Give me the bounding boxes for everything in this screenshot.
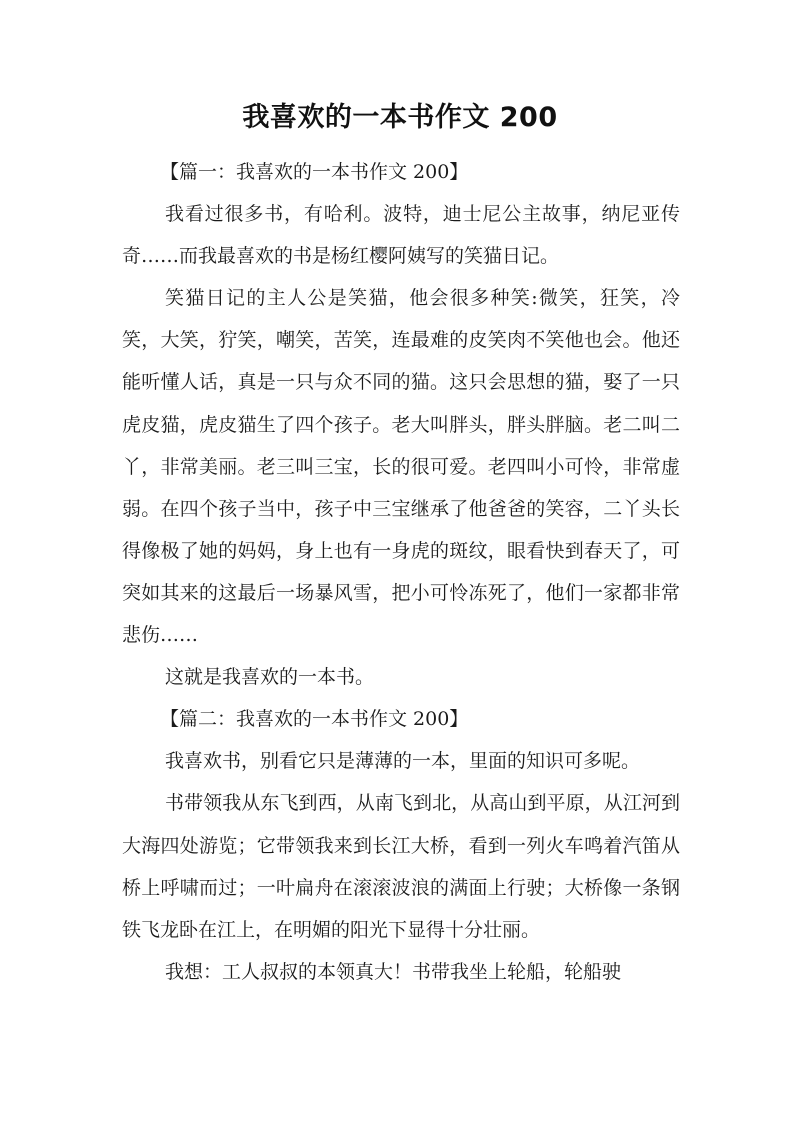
paragraph: 我喜欢书，别看它只是薄薄的一本，里面的知识可多呢。 bbox=[165, 750, 641, 773]
paragraph: 书带领我从东飞到西，从南飞到北，从高山到平原，从江河到大海四处游览；它带领我来到长江大桥，看到一列火车鸣着汽笛从桥上呼啸而过；一叶扁舟在滚滚波浪的满面上行驶；大桥像一条钢铁飞龙卧在江上，在明媚的阳光下显得十分壮丽。 bbox=[122, 792, 680, 941]
paragraph: 笑猫日记的主人公是笑猫，他会很多种笑:微笑，狂笑，冷笑，大笑，狞笑，嘲笑，苦笑，连最难的皮笑肉不笑他也会。他还能听懂人话，真是一只与众不同的猫。这只会思想的猫，娶了一只虎皮猫，虎皮猫生了四个孩子。老大叫胖头，胖头胖脑。老二叫二丫，非常美丽。老三叫三宝，长的很可爱。老四叫小可怜，非常虚弱。在四个孩子当中，孩子中三宝继承了他爸爸的笑容，二丫头长得像极了她的妈妈，身上也有一身虎的斑纹，眼看快到春天了，可突如其来的这最后一场暴风雪，把小可怜冻死了，他们一家都非常悲伤…… bbox=[122, 287, 680, 647]
paragraph: 我想：工人叔叔的本领真大！书带我坐上轮船，轮船驶 bbox=[165, 960, 622, 983]
document-title: 我喜欢的一本书作文 200 bbox=[242, 102, 558, 133]
section-heading-2: 【篇二：我喜欢的一本书作文 200】 bbox=[160, 708, 469, 731]
paragraph: 我看过很多书，有哈利。波特，迪士尼公主故事，纳尼亚传奇……而我最喜欢的书是杨红樱阿姨写的笑猫日记。 bbox=[122, 203, 680, 268]
document-body bbox=[122, 151, 680, 993]
section-heading-1: 【篇一：我喜欢的一本书作文 200】 bbox=[160, 161, 469, 183]
paragraph: 这就是我喜欢的一本书。 bbox=[165, 666, 375, 689]
